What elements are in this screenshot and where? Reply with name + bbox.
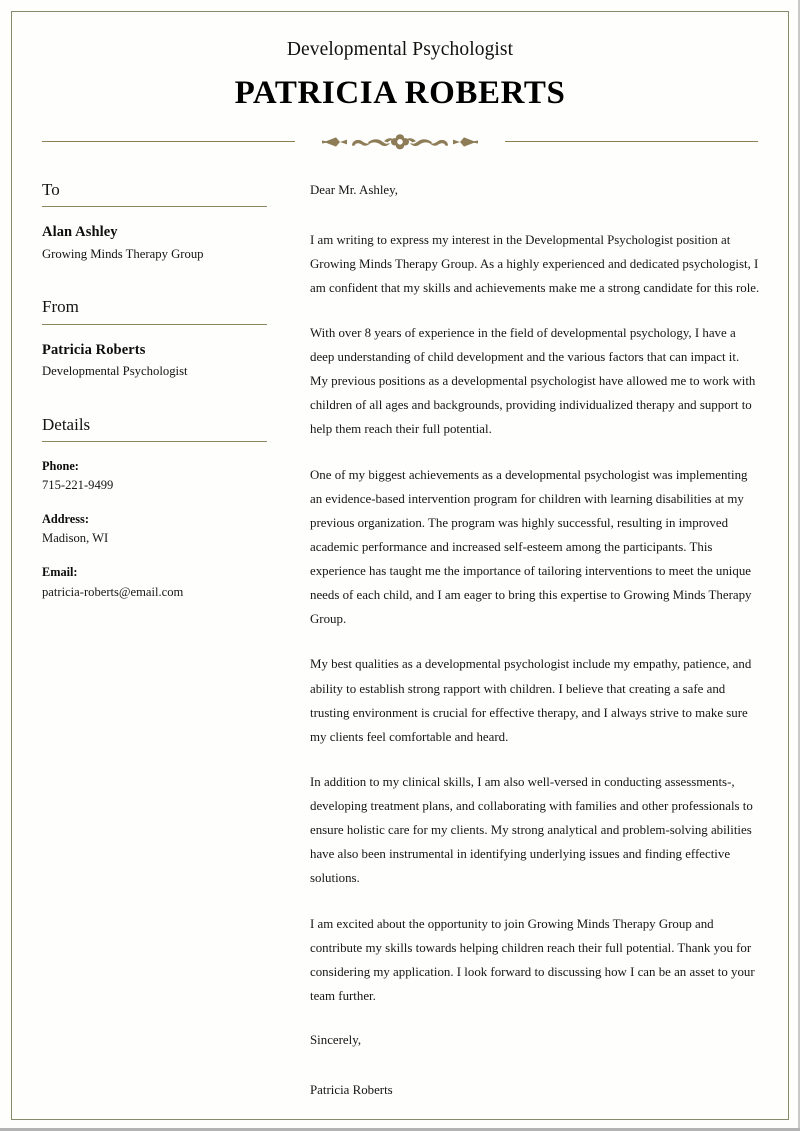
sidebar-rule-details [42, 441, 267, 442]
sender-title: Developmental Psychologist [42, 364, 188, 379]
letter-body [310, 181, 760, 1100]
detail-label-email: Email: [42, 565, 78, 580]
header-full-name: PATRICIA ROBERTS [234, 75, 566, 112]
detail-label-address: Address: [42, 512, 89, 527]
detail-item-email [42, 564, 268, 601]
detail-item-address [42, 511, 268, 548]
sidebar-section-from [42, 297, 268, 380]
detail-label-phone: Phone: [42, 459, 79, 474]
letter-paragraph: In addition to my clinical skills, I am also well-versed in conducting assessments-, developing treatment plans, and collaborating with families and other professionals to ensure holistic care for my clients. My strong analytical and problem-solving abilities have also been instrumental in identifying underlying issues and finding effective solutions. [310, 774, 753, 886]
letter-paragraph: I am writing to express my interest in the Developmental Psychologist position at Growing Minds Therapy Group. As a highly experienced and dedicated psychologist, I am confident that my skills and achievements make me a strong candidate for this role. [310, 232, 760, 295]
letter-paragraph: My best qualities as a developmental psychologist include my empathy, patience, and ability to establish strong rapport with children. I believe that creating a safe and trusting environment is crucial for effective therapy, and I always strive to make sure my clients feel comfortable and heard. [310, 657, 752, 744]
detail-item-phone [42, 458, 268, 495]
recipient-name: Alan Ashley [42, 224, 118, 241]
detail-value-email: patricia-roberts@email.com [42, 584, 184, 599]
floral-scroll-ornament-icon [295, 130, 505, 154]
sidebar-rule-from [42, 324, 267, 325]
sidebar-rule-to [42, 206, 267, 207]
letter-paragraph: I am excited about the opportunity to join Growing Minds Therapy Group and contribute my skills towards helping children reach their full potential. Thank you for considering my application. I look forward to discussing how I can be an asset to your team further. [310, 916, 755, 1003]
letter-salutation: Dear Mr. Ashley, [310, 183, 398, 197]
sidebar-heading-from: From [42, 297, 79, 317]
recipient-organization: Growing Minds Therapy Group [42, 246, 204, 261]
sidebar-section-details [42, 415, 268, 602]
header-job-title: Developmental Psychologist [286, 39, 514, 60]
header-divider [42, 130, 758, 154]
letter-signature: Patricia Roberts [310, 1082, 393, 1097]
letter-paragraph: With over 8 years of experience in the field of developmental psychology, I have a deep understanding of child development and the various factors that can impact it. My previous positions as a developmental psychologist have allowed me to work with children of all ages and backgrounds, providing individualized therapy and support to help them reach their full potential. [310, 325, 756, 437]
letter-header [42, 38, 758, 112]
sidebar-section-to [42, 180, 268, 263]
detail-value-address: Madison, WI [42, 531, 109, 546]
detail-value-phone: 715-221-9499 [42, 478, 114, 493]
sidebar-heading-to: To [42, 180, 60, 199]
letter-closing: Sincerely, [310, 1033, 362, 1048]
letter-sidebar [42, 180, 268, 601]
sidebar-heading-details: Details [42, 414, 91, 434]
sender-name: Patricia Roberts [42, 341, 146, 358]
letter-paragraph: One of my biggest achievements as a developmental psychologist was implementing an evidence-based intervention program for children with learning disabilities at my previous organization. The program was highly successful, resulting in improved academic performance and increased self-esteem among the participants. This experience has taught me the importance of tailoring interventions to meet the unique needs of each child, and I am eager to bring this expertise to Growing Minds Therapy Group. [310, 467, 752, 627]
